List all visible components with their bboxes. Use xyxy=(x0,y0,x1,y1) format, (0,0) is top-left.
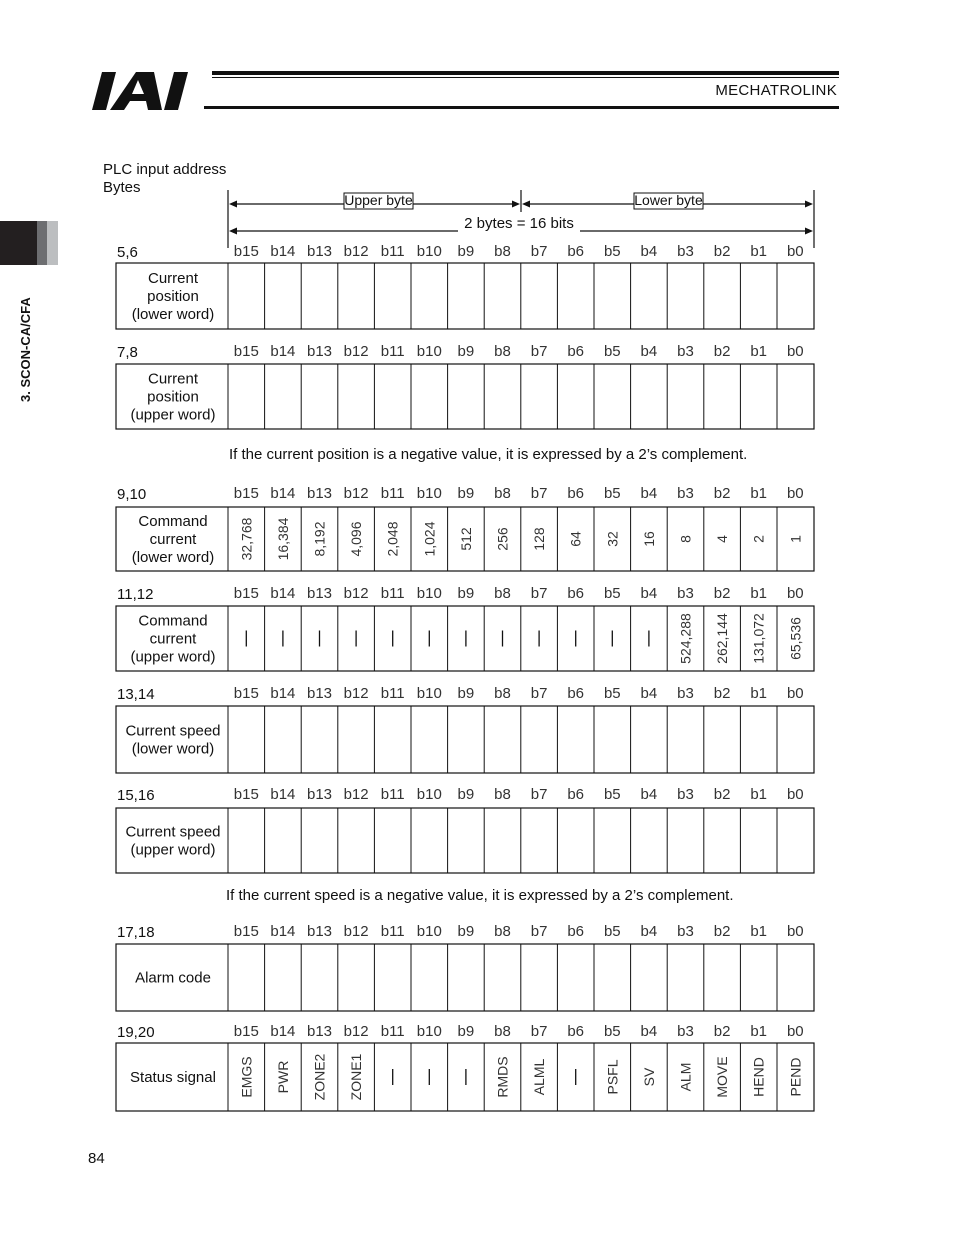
bit-label: b9 xyxy=(457,343,475,360)
row-name-line: Command xyxy=(138,612,208,630)
row-address: 15,16 xyxy=(117,787,155,804)
cell-value: — xyxy=(275,625,290,642)
bit-label: b12 xyxy=(343,685,369,702)
cell-value: HEND xyxy=(750,1057,767,1097)
bit-label: b10 xyxy=(416,923,442,940)
cell-value: 2 xyxy=(750,535,767,543)
cell-value: 4 xyxy=(714,535,731,543)
row-name-line: position xyxy=(147,388,199,406)
cell-value: ZONE2 xyxy=(311,1053,328,1101)
cell-value: — xyxy=(458,1064,473,1080)
bit-label: b2 xyxy=(713,685,731,702)
bit-label: b12 xyxy=(343,485,369,502)
cell-value: PEND xyxy=(787,1057,804,1097)
bit-label: b2 xyxy=(713,585,731,602)
cell-value: ZONE1 xyxy=(348,1053,365,1101)
bit-label: b7 xyxy=(530,1023,548,1040)
bit-label: b10 xyxy=(416,485,442,502)
bit-label: b9 xyxy=(457,485,475,502)
cell-value: — xyxy=(495,625,510,642)
cell-value: 262,144 xyxy=(714,613,731,664)
bit-label: b7 xyxy=(530,243,548,260)
bit-label: b3 xyxy=(677,786,694,803)
row-name-line: (upper word) xyxy=(130,841,216,859)
bit-label: b6 xyxy=(567,585,585,602)
bit-label: b6 xyxy=(567,1023,585,1040)
bit-label: b10 xyxy=(416,585,442,602)
bit-label: b14 xyxy=(270,1023,296,1040)
row-box xyxy=(116,263,814,329)
bit-label: b14 xyxy=(270,485,296,502)
cell-value: — xyxy=(532,625,547,642)
arrow-right-icon xyxy=(805,228,813,235)
bit-label: b14 xyxy=(270,585,296,602)
row-name-line: Current xyxy=(147,370,199,388)
row-name-line: (upper word) xyxy=(130,406,216,424)
cell-value: 16,384 xyxy=(274,517,291,561)
arrow-left-icon xyxy=(522,201,530,208)
bit-label: b8 xyxy=(494,485,511,502)
arrow-left-icon xyxy=(229,228,237,235)
row-address: 5,6 xyxy=(117,244,138,261)
bit-label: b12 xyxy=(343,923,369,940)
row-box xyxy=(116,606,814,671)
bit-label: b0 xyxy=(786,585,804,602)
bit-row-5-6 xyxy=(116,263,814,329)
bit-label: b12 xyxy=(343,585,369,602)
bit-label: b5 xyxy=(603,786,621,803)
row-box xyxy=(116,808,814,873)
bit-label: b1 xyxy=(750,585,768,602)
bit-label: b4 xyxy=(640,243,658,260)
bit-label: b14 xyxy=(270,685,296,702)
bit-row-19-20 xyxy=(116,1043,814,1111)
cell-value: 32 xyxy=(604,531,621,547)
cell-value: — xyxy=(312,625,327,642)
bit-label: b10 xyxy=(416,685,442,702)
cell-value: 131,072 xyxy=(750,613,767,664)
bit-label: b7 xyxy=(530,685,548,702)
bit-label: b15 xyxy=(233,786,259,803)
row-name-line: Current speed xyxy=(125,823,221,841)
row-name-line: position xyxy=(147,288,199,305)
bit-label: b14 xyxy=(270,343,296,360)
bit-row-17-18 xyxy=(116,944,814,1011)
cell-value: 32,768 xyxy=(238,517,255,561)
bit-label: b8 xyxy=(494,343,511,360)
cell-value: 65,536 xyxy=(787,617,804,660)
bit-label: b8 xyxy=(494,243,511,260)
row-box xyxy=(116,706,814,773)
cell-value: — xyxy=(349,625,364,642)
bit-label: b12 xyxy=(343,343,369,360)
bit-label: b12 xyxy=(343,1023,369,1040)
bit-label: b0 xyxy=(786,485,804,502)
bit-label: b15 xyxy=(233,1023,259,1040)
bit-label: b11 xyxy=(380,485,405,502)
bit-label: b11 xyxy=(380,1023,405,1040)
bit-label: b2 xyxy=(713,1023,731,1040)
bit-label: b13 xyxy=(306,243,333,260)
bit-label: b11 xyxy=(380,585,405,602)
bit-label: b14 xyxy=(270,243,296,260)
bit-label: b13 xyxy=(306,485,333,502)
arrow-right-icon xyxy=(512,201,520,208)
row-address: 11,12 xyxy=(117,586,154,603)
cell-value: — xyxy=(641,625,656,642)
row-address: 7,8 xyxy=(117,344,138,361)
row-box xyxy=(116,364,814,429)
bit-label: b0 xyxy=(786,243,804,260)
bit-label: b5 xyxy=(603,685,621,702)
bit-label: b5 xyxy=(603,343,621,360)
row-name-line: (upper word) xyxy=(130,648,216,666)
bit-label: b3 xyxy=(677,485,694,502)
row-address: 19,20 xyxy=(117,1024,155,1041)
plc-address-label: PLC input address xyxy=(103,161,227,178)
position-note: If the current position is a negative value, it is expressed by a 2’s complement. xyxy=(229,446,748,463)
bit-label: b12 xyxy=(343,786,369,803)
bit-label: b13 xyxy=(306,923,333,940)
bit-label: b2 xyxy=(713,343,731,360)
bit-label: b9 xyxy=(457,923,475,940)
bit-label: b1 xyxy=(750,923,768,940)
cell-value: 64 xyxy=(567,531,584,547)
cell-value: 128 xyxy=(531,527,548,551)
bit-label: b11 xyxy=(380,243,405,260)
bit-label: b3 xyxy=(677,585,694,602)
cell-value: 524,288 xyxy=(677,613,694,664)
bit-label: b3 xyxy=(677,685,694,702)
row-name-line: current xyxy=(149,630,197,648)
bit-label: b4 xyxy=(640,343,658,360)
lower-byte-label: Lower byte xyxy=(634,192,703,208)
cell-value: 16 xyxy=(640,531,657,547)
bit-label: b2 xyxy=(713,485,731,502)
bit-label: b15 xyxy=(233,585,259,602)
bit-label: b13 xyxy=(306,343,333,360)
bit-label: b3 xyxy=(677,923,694,940)
bit-label: b10 xyxy=(416,786,442,803)
cell-value: — xyxy=(458,625,473,642)
cell-value: — xyxy=(385,1064,400,1080)
cell-value: — xyxy=(422,625,437,642)
row-name-line: Current speed xyxy=(125,722,221,740)
row-address: 9,10 xyxy=(117,486,147,503)
row-name-line: Command xyxy=(138,513,208,530)
row-address: 13,14 xyxy=(117,686,155,703)
bit-label: b10 xyxy=(416,243,442,260)
cell-value: MOVE xyxy=(714,1056,731,1098)
bit-label: b4 xyxy=(640,786,658,803)
row-name-line: current xyxy=(149,531,197,548)
bit-label: b9 xyxy=(457,585,475,602)
row-box xyxy=(116,1043,814,1111)
bit-label: b2 xyxy=(713,786,731,803)
bit-label: b8 xyxy=(494,786,511,803)
bit-label: b8 xyxy=(494,685,511,702)
bit-label: b5 xyxy=(603,585,621,602)
bit-label: b2 xyxy=(713,243,731,260)
bit-label: b12 xyxy=(343,243,369,260)
bit-label: b0 xyxy=(786,343,804,360)
row-name-line: Status signal xyxy=(130,1069,216,1086)
bit-label: b5 xyxy=(603,1023,621,1040)
bit-label: b8 xyxy=(494,923,511,940)
bit-label: b11 xyxy=(380,786,405,803)
bit-label: b4 xyxy=(640,685,658,702)
bit-label: b1 xyxy=(750,243,768,260)
header-title: MECHATROLINK xyxy=(715,82,837,99)
cell-value: 4,096 xyxy=(348,521,365,557)
cell-value: 8 xyxy=(677,535,694,543)
row-address: 17,18 xyxy=(117,924,155,941)
bit-label: b7 xyxy=(530,923,548,940)
bit-label: b6 xyxy=(567,485,585,502)
bit-label: b9 xyxy=(457,786,475,803)
bit-label: b1 xyxy=(750,786,768,803)
cell-value: — xyxy=(568,625,583,642)
bit-label: b8 xyxy=(494,585,511,602)
word-span-label: 2 bytes = 16 bits xyxy=(464,215,574,232)
chapter-label: 3. SCON-CA/CFA xyxy=(18,297,33,402)
cell-value: 8,192 xyxy=(311,521,328,557)
bit-label: b1 xyxy=(750,485,768,502)
cell-value: 512 xyxy=(457,527,474,551)
bit-label: b0 xyxy=(786,923,804,940)
bit-label: b13 xyxy=(306,1023,333,1040)
cell-value: 1 xyxy=(787,535,804,543)
cell-value: ALM xyxy=(677,1062,694,1092)
bit-label: b9 xyxy=(457,685,475,702)
bit-label: b14 xyxy=(270,786,296,803)
bit-label: b7 xyxy=(530,786,548,803)
bit-label: b1 xyxy=(750,1023,768,1040)
row-name-line: Alarm code xyxy=(135,969,211,987)
bit-label: b7 xyxy=(530,343,548,360)
bit-label: b11 xyxy=(380,685,405,702)
bit-label: b4 xyxy=(640,1023,658,1040)
cell-value: RMDS xyxy=(494,1056,511,1098)
bit-label: b13 xyxy=(306,685,333,702)
bit-label: b6 xyxy=(567,685,585,702)
bit-label: b5 xyxy=(603,485,621,502)
bit-label: b6 xyxy=(567,243,585,260)
bit-row-15-16 xyxy=(116,808,814,873)
bit-label: b15 xyxy=(233,485,259,502)
bit-label: b13 xyxy=(306,585,333,602)
bit-label: b0 xyxy=(786,786,804,803)
bytes-label: Bytes xyxy=(103,179,141,196)
bit-label: b9 xyxy=(457,1023,475,1040)
cell-value: EMGS xyxy=(238,1056,255,1098)
bit-label: b3 xyxy=(677,1023,694,1040)
bit-label: b6 xyxy=(567,343,585,360)
bit-label: b13 xyxy=(306,786,333,803)
row-box xyxy=(116,944,814,1011)
bit-label: b3 xyxy=(677,243,694,260)
bit-label: b0 xyxy=(786,685,804,702)
arrow-right-icon xyxy=(805,201,813,208)
bit-label: b4 xyxy=(640,923,658,940)
bit-label: b4 xyxy=(640,485,658,502)
bit-label: b5 xyxy=(603,243,621,260)
cell-value: 2,048 xyxy=(384,521,401,557)
bit-row-13-14 xyxy=(116,706,814,773)
bit-row-11-12 xyxy=(116,606,814,671)
bit-label: b11 xyxy=(380,343,405,360)
bit-label: b15 xyxy=(233,685,259,702)
row-name-line: (lower word) xyxy=(131,306,215,323)
cell-value: — xyxy=(239,625,254,642)
bit-label: b1 xyxy=(750,685,768,702)
bit-label: b7 xyxy=(530,585,548,602)
bit-label: b15 xyxy=(233,923,259,940)
bit-label: b15 xyxy=(233,243,259,260)
bit-label: b1 xyxy=(750,343,768,360)
cell-value: SV xyxy=(640,1067,657,1087)
bit-label: b2 xyxy=(713,923,731,940)
cell-value: — xyxy=(605,625,620,642)
row-name-line: (lower word) xyxy=(131,740,215,758)
bit-label: b9 xyxy=(457,243,475,260)
cell-value: 256 xyxy=(494,527,511,551)
arrow-left-icon xyxy=(229,201,237,208)
bit-label: b11 xyxy=(380,923,405,940)
cell-value: ALML xyxy=(531,1058,548,1096)
cell-value: — xyxy=(568,1064,583,1080)
bit-label: b5 xyxy=(603,923,621,940)
bit-label: b14 xyxy=(270,923,296,940)
bit-label: b6 xyxy=(567,923,585,940)
bit-label: b6 xyxy=(567,786,585,803)
row-name-line: Current xyxy=(147,270,199,287)
page-number: 84 xyxy=(88,1150,105,1167)
row-name-line: (lower word) xyxy=(131,549,215,566)
bit-label: b15 xyxy=(233,343,259,360)
upper-byte-label: Upper byte xyxy=(344,192,413,208)
cell-value: 1,024 xyxy=(421,521,438,557)
bit-label: b0 xyxy=(786,1023,804,1040)
bit-label: b7 xyxy=(530,485,548,502)
bit-label: b4 xyxy=(640,585,658,602)
cell-value: PWR xyxy=(274,1060,291,1094)
cell-value: — xyxy=(385,625,400,642)
bit-label: b3 xyxy=(677,343,694,360)
bit-label: b8 xyxy=(494,1023,511,1040)
cell-value: PSFL xyxy=(604,1059,621,1095)
speed-note: If the current speed is a negative value, it is expressed by a 2’s complement. xyxy=(226,887,734,904)
cell-value: — xyxy=(422,1064,437,1080)
bit-label: b10 xyxy=(416,1023,442,1040)
bit-label: b10 xyxy=(416,343,442,360)
bit-row-7-8 xyxy=(116,364,814,429)
